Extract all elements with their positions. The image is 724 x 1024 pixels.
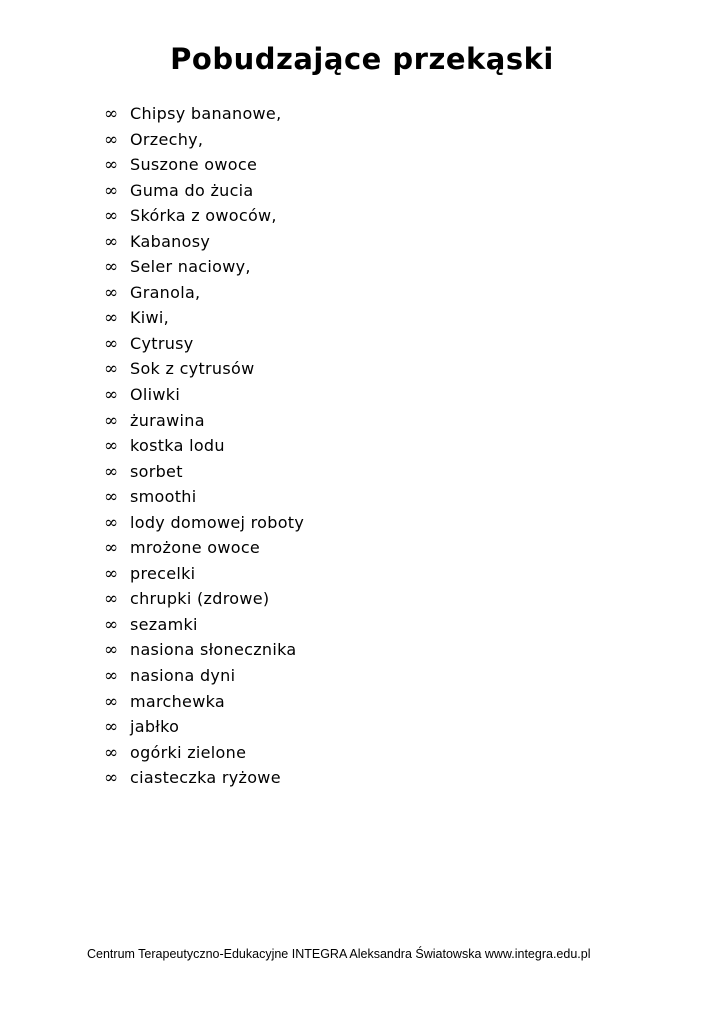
- list-item: [104, 637, 304, 663]
- infinity-bullet-icon: ∞: [104, 461, 119, 482]
- list-item-text: Kiwi,: [130, 308, 170, 328]
- list-item-text: Oliwki: [130, 385, 181, 405]
- infinity-bullet-icon: ∞: [104, 104, 119, 124]
- list-item-text: żurawina: [130, 410, 205, 430]
- infinity-bullet-icon: ∞: [104, 640, 119, 661]
- list-item-text: nasiona dyni: [130, 666, 236, 686]
- infinity-bullet-icon: ∞: [104, 282, 119, 303]
- list-item-text: ciasteczka ryżowe: [130, 768, 281, 788]
- list-item: [104, 305, 304, 331]
- list-item-text: Guma do żucia: [130, 180, 254, 200]
- list-item: [104, 510, 304, 536]
- list-item: [104, 612, 304, 638]
- infinity-bullet-icon: ∞: [104, 385, 119, 406]
- infinity-bullet-icon: ∞: [104, 333, 119, 354]
- snack-list: [104, 101, 304, 791]
- infinity-bullet-icon: ∞: [104, 512, 119, 533]
- list-item: [104, 127, 304, 153]
- list-item: [104, 586, 304, 612]
- list-item-text: marchewka: [130, 691, 225, 711]
- infinity-bullet-icon: ∞: [104, 487, 119, 508]
- list-item-text: Skórka z owoców,: [130, 206, 277, 226]
- list-item: [104, 356, 304, 382]
- list-item: [104, 714, 304, 740]
- list-item-text: jabłko: [130, 717, 180, 737]
- infinity-bullet-icon: ∞: [104, 717, 119, 738]
- infinity-bullet-icon: ∞: [104, 538, 119, 559]
- list-item: [104, 152, 304, 178]
- list-item: [104, 254, 304, 280]
- list-item: [104, 178, 304, 204]
- list-item-text: mrożone owoce: [130, 538, 261, 558]
- list-item: [104, 101, 304, 127]
- infinity-bullet-icon: ∞: [104, 257, 119, 278]
- list-item: [104, 433, 304, 459]
- list-item: [104, 765, 304, 791]
- list-item: [104, 740, 304, 766]
- list-item-text: chrupki (zdrowe): [130, 589, 270, 609]
- infinity-bullet-icon: ∞: [104, 614, 119, 635]
- infinity-bullet-icon: ∞: [104, 206, 119, 227]
- list-item-text: Granola,: [130, 282, 201, 302]
- list-item-text: Sok z cytrusów: [130, 359, 255, 379]
- list-item: [104, 382, 304, 408]
- infinity-bullet-icon: ∞: [104, 231, 119, 252]
- infinity-bullet-icon: ∞: [104, 666, 119, 687]
- list-item-text: Orzechy,: [130, 129, 204, 149]
- list-item-text: precelki: [130, 563, 196, 583]
- infinity-bullet-icon: ∞: [104, 691, 119, 712]
- list-item-text: nasiona słonecznika: [130, 640, 297, 660]
- list-item: [104, 535, 304, 561]
- list-item: [104, 331, 304, 357]
- list-item: [104, 229, 304, 255]
- list-item-text: smoothi: [130, 487, 197, 507]
- list-item-text: Chipsy bananowe,: [130, 104, 282, 123]
- list-item: [104, 280, 304, 306]
- infinity-bullet-icon: ∞: [104, 155, 119, 176]
- infinity-bullet-icon: ∞: [104, 410, 119, 431]
- infinity-bullet-icon: ∞: [104, 308, 119, 329]
- list-item: [104, 459, 304, 485]
- list-item-text: Cytrusy: [130, 333, 194, 353]
- infinity-bullet-icon: ∞: [104, 129, 119, 150]
- list-item: [104, 561, 304, 587]
- list-item: [104, 203, 304, 229]
- infinity-bullet-icon: ∞: [104, 768, 119, 789]
- list-item-text: kostka lodu: [130, 436, 225, 456]
- infinity-bullet-icon: ∞: [104, 359, 119, 380]
- list-item-text: ogórki zielone: [130, 742, 247, 762]
- list-item-text: sorbet: [130, 461, 183, 481]
- page-title: Pobudzające przekąski: [170, 42, 554, 76]
- list-item: [104, 689, 304, 715]
- infinity-bullet-icon: ∞: [104, 589, 119, 610]
- list-item-text: Kabanosy: [130, 231, 211, 251]
- list-item-text: sezamki: [130, 614, 198, 634]
- infinity-bullet-icon: ∞: [104, 742, 119, 763]
- list-item-text: Suszone owoce: [130, 155, 258, 175]
- list-item: [104, 408, 304, 434]
- page-footer: Centrum Terapeutyczno-Edukacyjne INTEGRA Aleksandra Światowska www.integra.edu.pl: [87, 947, 591, 961]
- infinity-bullet-icon: ∞: [104, 563, 119, 584]
- list-item: [104, 663, 304, 689]
- infinity-bullet-icon: ∞: [104, 436, 119, 457]
- list-item-text: Seler naciowy,: [130, 257, 251, 277]
- list-item: [104, 484, 304, 510]
- list-item-text: lody domowej roboty: [130, 512, 305, 532]
- infinity-bullet-icon: ∞: [104, 180, 119, 201]
